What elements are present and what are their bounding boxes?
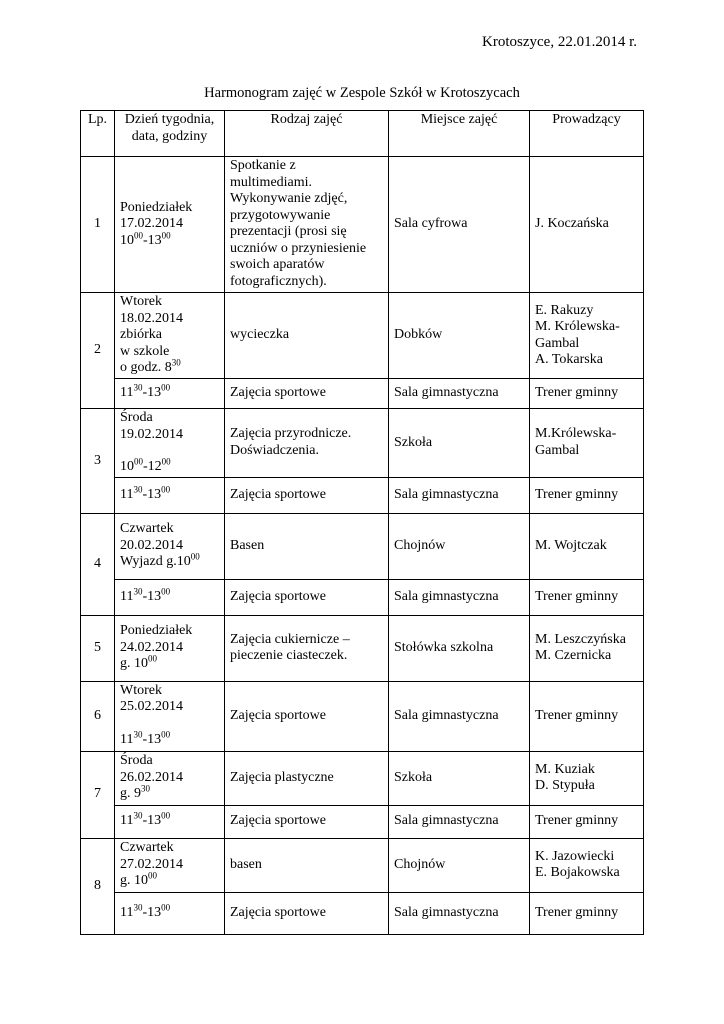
row-leader: K. Jazowiecki E. Bojakowska: [530, 838, 644, 892]
row-leader: Trener gminny: [530, 579, 644, 615]
row-type: Zajęcia sportowe: [225, 579, 389, 615]
row-number: 5: [81, 615, 115, 681]
row-type: Zajęcia cukiernicze – pieczenie ciasteczek.: [225, 615, 389, 681]
row-place: Sala gimnastyczna: [389, 579, 530, 615]
table-row: [81, 157, 644, 293]
row-number: 2: [81, 293, 115, 409]
row-type: basen: [225, 838, 389, 892]
row-place: Dobków: [389, 293, 530, 379]
row-place: Sala gimnastyczna: [389, 681, 530, 751]
row-place: Sala cyfrowa: [389, 157, 530, 293]
row-time: $11^{30}-13^{00}$: [115, 579, 225, 615]
schedule-table: [80, 110, 644, 935]
row-type: wycieczka: [225, 293, 389, 379]
row-number: 1: [81, 157, 115, 293]
row-type: Zajęcia sportowe: [225, 477, 389, 513]
row-time: $10^{00}-13^{00}$: [120, 230, 171, 248]
row-time: $11^{30}-13^{00}$: [120, 728, 171, 747]
table-subrow: [81, 477, 644, 513]
document-title: Harmonogram zajęć w Zespole Szkół w Krotoszycach: [204, 85, 520, 101]
row-leader: Trener gminny: [530, 805, 644, 838]
row-day-cell: Środa 19.02.2014 $10^{00}-12^{00}$: [115, 409, 225, 478]
table-row: [81, 838, 644, 892]
row-place: Chojnów: [389, 838, 530, 892]
row-type: Zajęcia sportowe: [225, 805, 389, 838]
row-leader: Trener gminny: [530, 681, 644, 751]
header-type: Rodzaj zajęć: [225, 111, 389, 157]
row-type: Zajęcia sportowe: [225, 892, 389, 934]
header-leader: Prowadzący: [530, 111, 644, 157]
row-day: Poniedziałek: [120, 199, 193, 215]
row-day-cell: Wtorek 18.02.2014 zbiórka w szkole o godz. $8^{30}$: [115, 293, 225, 379]
row-place: Stołówka szkolna: [389, 615, 530, 681]
row-type: Basen: [225, 513, 389, 579]
row-day-cell: Czwartek 20.02.2014 Wyjazd $g.10^{00}$: [115, 513, 225, 579]
row-leader: M. Leszczyńska M. Czernicka: [530, 615, 644, 681]
row-type: Zajęcia sportowe: [225, 379, 389, 409]
row-place: Sala gimnastyczna: [389, 805, 530, 838]
row-time: $11^{30}-13^{00}$: [115, 805, 225, 838]
document-date: Krotoszyce, 22.01.2014 r.: [482, 34, 637, 50]
row-day-cell: Poniedziałek 24.02.2014 g. $10^{00}$: [115, 615, 225, 681]
row-time: $11^{30}-13^{00}$: [115, 892, 225, 934]
table-subrow: [81, 379, 644, 409]
row-day-cell: Wtorek 25.02.2014 $11^{30}-13^{00}$: [115, 681, 225, 751]
row-place: Chojnów: [389, 513, 530, 579]
row-number: 8: [81, 838, 115, 934]
table-header-row: [81, 111, 644, 157]
table-subrow: [81, 805, 644, 838]
row-leader: E. Rakuzy M. Królewska- Gambal A. Tokarska: [530, 293, 644, 379]
table-row: [81, 615, 644, 681]
table-row: [81, 409, 644, 478]
row-place: Szkoła: [389, 751, 530, 805]
table-row: [81, 293, 644, 379]
row-place: Sala gimnastyczna: [389, 477, 530, 513]
row-leader: M. Wojtczak: [530, 513, 644, 579]
header-day-line2: data, godziny: [131, 128, 208, 144]
row-leader: M. Kuziak D. Stypuła: [530, 751, 644, 805]
row-leader: Trener gminny: [530, 892, 644, 934]
row-date: 17.02.2014: [120, 216, 183, 232]
row-type: Zajęcia sportowe: [225, 681, 389, 751]
table-row: [81, 751, 644, 805]
row-place: Sala gimnastyczna: [389, 892, 530, 934]
row-number: 4: [81, 513, 115, 615]
header-place: Miejsce zajęć: [389, 111, 530, 157]
table-row: [81, 681, 644, 751]
row-time: $10^{00}-12^{00}$: [120, 456, 171, 474]
row-number: 7: [81, 751, 115, 838]
row-type: Zajęcia przyrodnicze. Doświadczenia.: [225, 409, 389, 478]
row-time: $11^{30}-13^{00}$: [115, 477, 225, 513]
row-type: Zajęcia plastyczne: [225, 751, 389, 805]
row-number: 3: [81, 409, 115, 514]
header-day: [115, 111, 225, 157]
row-day-cell: Środa 26.02.2014 g. $9^{30}$: [115, 751, 225, 805]
table-row: [81, 513, 644, 579]
row-leader: J. Koczańska: [530, 157, 644, 293]
row-place: Szkoła: [389, 409, 530, 478]
row-leader: Trener gminny: [530, 379, 644, 409]
row-day-cell: [115, 157, 225, 293]
table-subrow: [81, 579, 644, 615]
row-number: 6: [81, 681, 115, 751]
row-leader: M.Królewska- Gambal: [530, 409, 644, 478]
header-lp: Lp.: [81, 111, 115, 157]
row-type: Spotkanie z multimediami. Wykonywanie zdjęć, przygotowywanie prezentacji (prosi się uczniów o przyniesienie swoich aparatów fotograficznych).: [225, 157, 389, 293]
header-day-line1: Dzień tygodnia,: [124, 112, 215, 127]
row-leader: Trener gminny: [530, 477, 644, 513]
row-day-cell: Czwartek 27.02.2014 g. $10^{00}$: [115, 838, 225, 892]
table-subrow: [81, 892, 644, 934]
row-place: Sala gimnastyczna: [389, 379, 530, 409]
row-time: $11^{30}-13^{00}$: [115, 379, 225, 409]
